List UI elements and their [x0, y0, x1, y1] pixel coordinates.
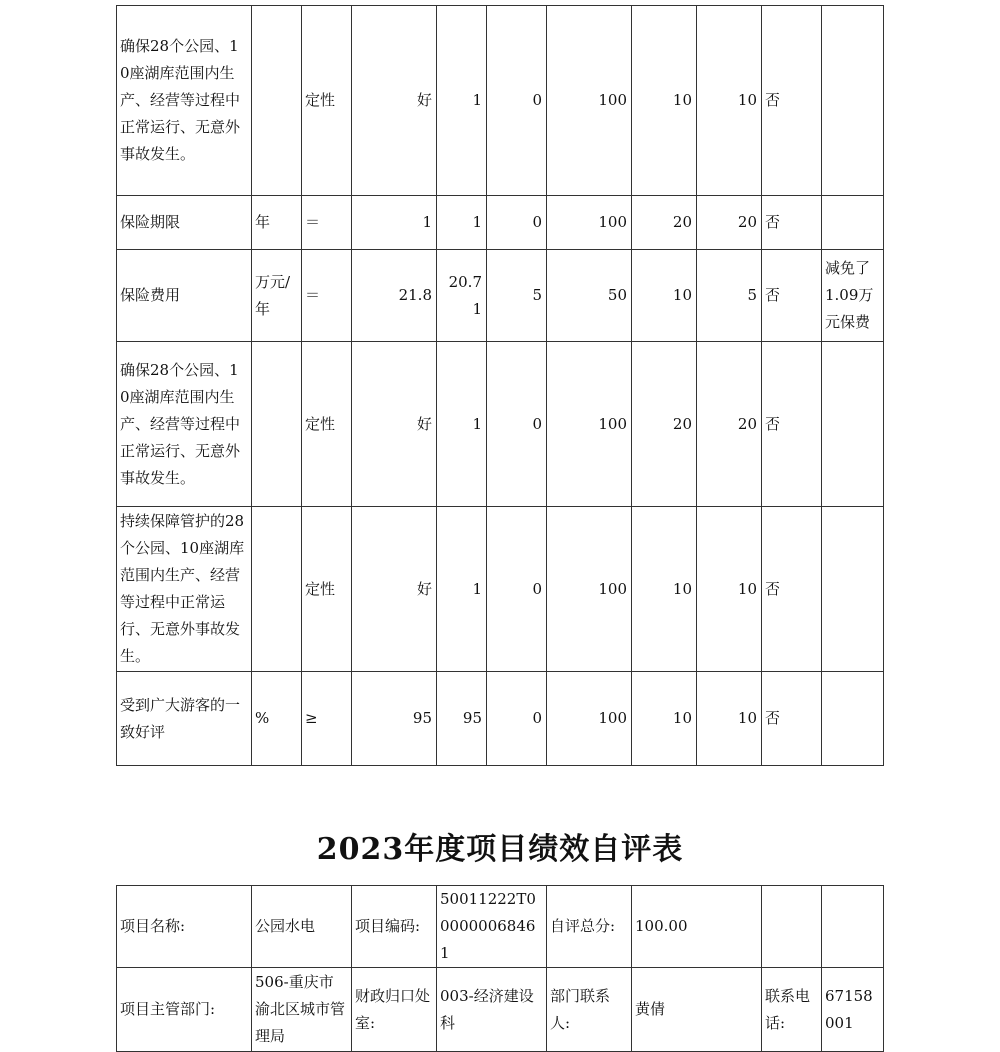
indicator-flag: 否 — [762, 250, 822, 342]
indicator-note — [822, 6, 884, 196]
indicator-name: 确保28个公园、10座湖库范围内生产、经营等过程中正常运行、无意外事故发生。 — [117, 6, 252, 196]
indicator-weight: 10 — [632, 6, 697, 196]
indicator-row — [117, 342, 884, 507]
indicator-unit: % — [252, 672, 302, 766]
finance-office-label: 财政归口处室: — [352, 968, 437, 1052]
contact-value: 黄倩 — [632, 968, 762, 1052]
indicator-value-6: 100 — [547, 6, 632, 196]
indicator-target: 好 — [352, 507, 437, 672]
phone-value: 67158001 — [822, 968, 884, 1052]
indicator-flag: 否 — [762, 507, 822, 672]
indicator-actual: 1 — [437, 507, 487, 672]
project-dept-row — [117, 968, 884, 1052]
indicator-flag: 否 — [762, 6, 822, 196]
indicator-score: 5 — [697, 250, 762, 342]
indicator-weight: 20 — [632, 342, 697, 507]
indicator-unit: 年 — [252, 196, 302, 250]
empty-cell — [822, 886, 884, 968]
indicator-name: 确保28个公园、10座湖库范围内生产、经营等过程中正常运行、无意外事故发生。 — [117, 342, 252, 507]
indicator-target: 好 — [352, 342, 437, 507]
indicator-score: 20 — [697, 196, 762, 250]
indicator-name: 受到广大游客的一致好评 — [117, 672, 252, 766]
indicator-row — [117, 672, 884, 766]
indicator-row — [117, 250, 884, 342]
indicator-operator: ≥ — [302, 672, 352, 766]
indicator-actual: 95 — [437, 672, 487, 766]
indicator-note — [822, 672, 884, 766]
indicator-flag: 否 — [762, 672, 822, 766]
indicator-name: 保险期限 — [117, 196, 252, 250]
indicator-note: 减免了1.09万元保费 — [822, 250, 884, 342]
indicator-weight: 10 — [632, 507, 697, 672]
indicator-actual: 1 — [437, 196, 487, 250]
indicator-row — [117, 507, 884, 672]
dept-value: 506-重庆市渝北区城市管理局 — [252, 968, 352, 1052]
indicator-note — [822, 342, 884, 507]
project-code-value: 50011222T000000068461 — [437, 886, 547, 968]
indicator-name: 保险费用 — [117, 250, 252, 342]
indicator-unit — [252, 507, 302, 672]
indicator-name: 持续保障管护的28个公园、10座湖库范围内生产、经营等过程中正常运行、无意外事故发生。 — [117, 507, 252, 672]
indicator-row — [117, 6, 884, 196]
indicator-unit — [252, 6, 302, 196]
indicator-value-5: 5 — [487, 250, 547, 342]
indicator-unit: 万元/年 — [252, 250, 302, 342]
indicator-actual: 1 — [437, 342, 487, 507]
indicator-target: 95 — [352, 672, 437, 766]
indicator-value-6: 100 — [547, 342, 632, 507]
indicator-value-5: 0 — [487, 196, 547, 250]
indicator-unit — [252, 342, 302, 507]
indicator-target: 1 — [352, 196, 437, 250]
project-info-table — [116, 885, 884, 1052]
indicator-operator: 定性 — [302, 342, 352, 507]
project-code-label: 项目编码: — [352, 886, 437, 968]
indicator-operator: ＝ — [302, 250, 352, 342]
indicator-row — [117, 196, 884, 250]
self-score-label: 自评总分: — [547, 886, 632, 968]
finance-office-value: 003-经济建设科 — [437, 968, 547, 1052]
indicator-value-5: 0 — [487, 6, 547, 196]
indicator-table-body — [117, 6, 884, 766]
indicator-value-5: 0 — [487, 342, 547, 507]
indicator-value-6: 100 — [547, 672, 632, 766]
indicator-table — [116, 5, 884, 766]
project-info-row — [117, 886, 884, 968]
indicator-score: 10 — [697, 672, 762, 766]
indicator-operator: 定性 — [302, 6, 352, 196]
self-score-value: 100.00 — [632, 886, 762, 968]
indicator-actual: 1 — [437, 6, 487, 196]
phone-label: 联系电话: — [762, 968, 822, 1052]
indicator-value-6: 50 — [547, 250, 632, 342]
indicator-score: 20 — [697, 342, 762, 507]
indicator-weight: 20 — [632, 196, 697, 250]
indicator-value-5: 0 — [487, 507, 547, 672]
indicator-note — [822, 507, 884, 672]
indicator-operator: ＝ — [302, 196, 352, 250]
indicator-value-6: 100 — [547, 507, 632, 672]
project-name-label: 项目名称: — [117, 886, 252, 968]
indicator-note — [822, 196, 884, 250]
indicator-score: 10 — [697, 507, 762, 672]
indicator-weight: 10 — [632, 672, 697, 766]
indicator-flag: 否 — [762, 342, 822, 507]
project-name-value: 公园水电 — [252, 886, 352, 968]
indicator-value-5: 0 — [487, 672, 547, 766]
dept-label: 项目主管部门: — [117, 968, 252, 1052]
indicator-flag: 否 — [762, 196, 822, 250]
empty-cell — [762, 886, 822, 968]
contact-label: 部门联系人: — [547, 968, 632, 1052]
indicator-operator: 定性 — [302, 507, 352, 672]
section-title: 2023年度项目绩效自评表 — [316, 832, 684, 867]
indicator-target: 21.8 — [352, 250, 437, 342]
indicator-value-6: 100 — [547, 196, 632, 250]
indicator-actual: 20.71 — [437, 250, 487, 342]
indicator-weight: 10 — [632, 250, 697, 342]
indicator-score: 10 — [697, 6, 762, 196]
indicator-target: 好 — [352, 6, 437, 196]
